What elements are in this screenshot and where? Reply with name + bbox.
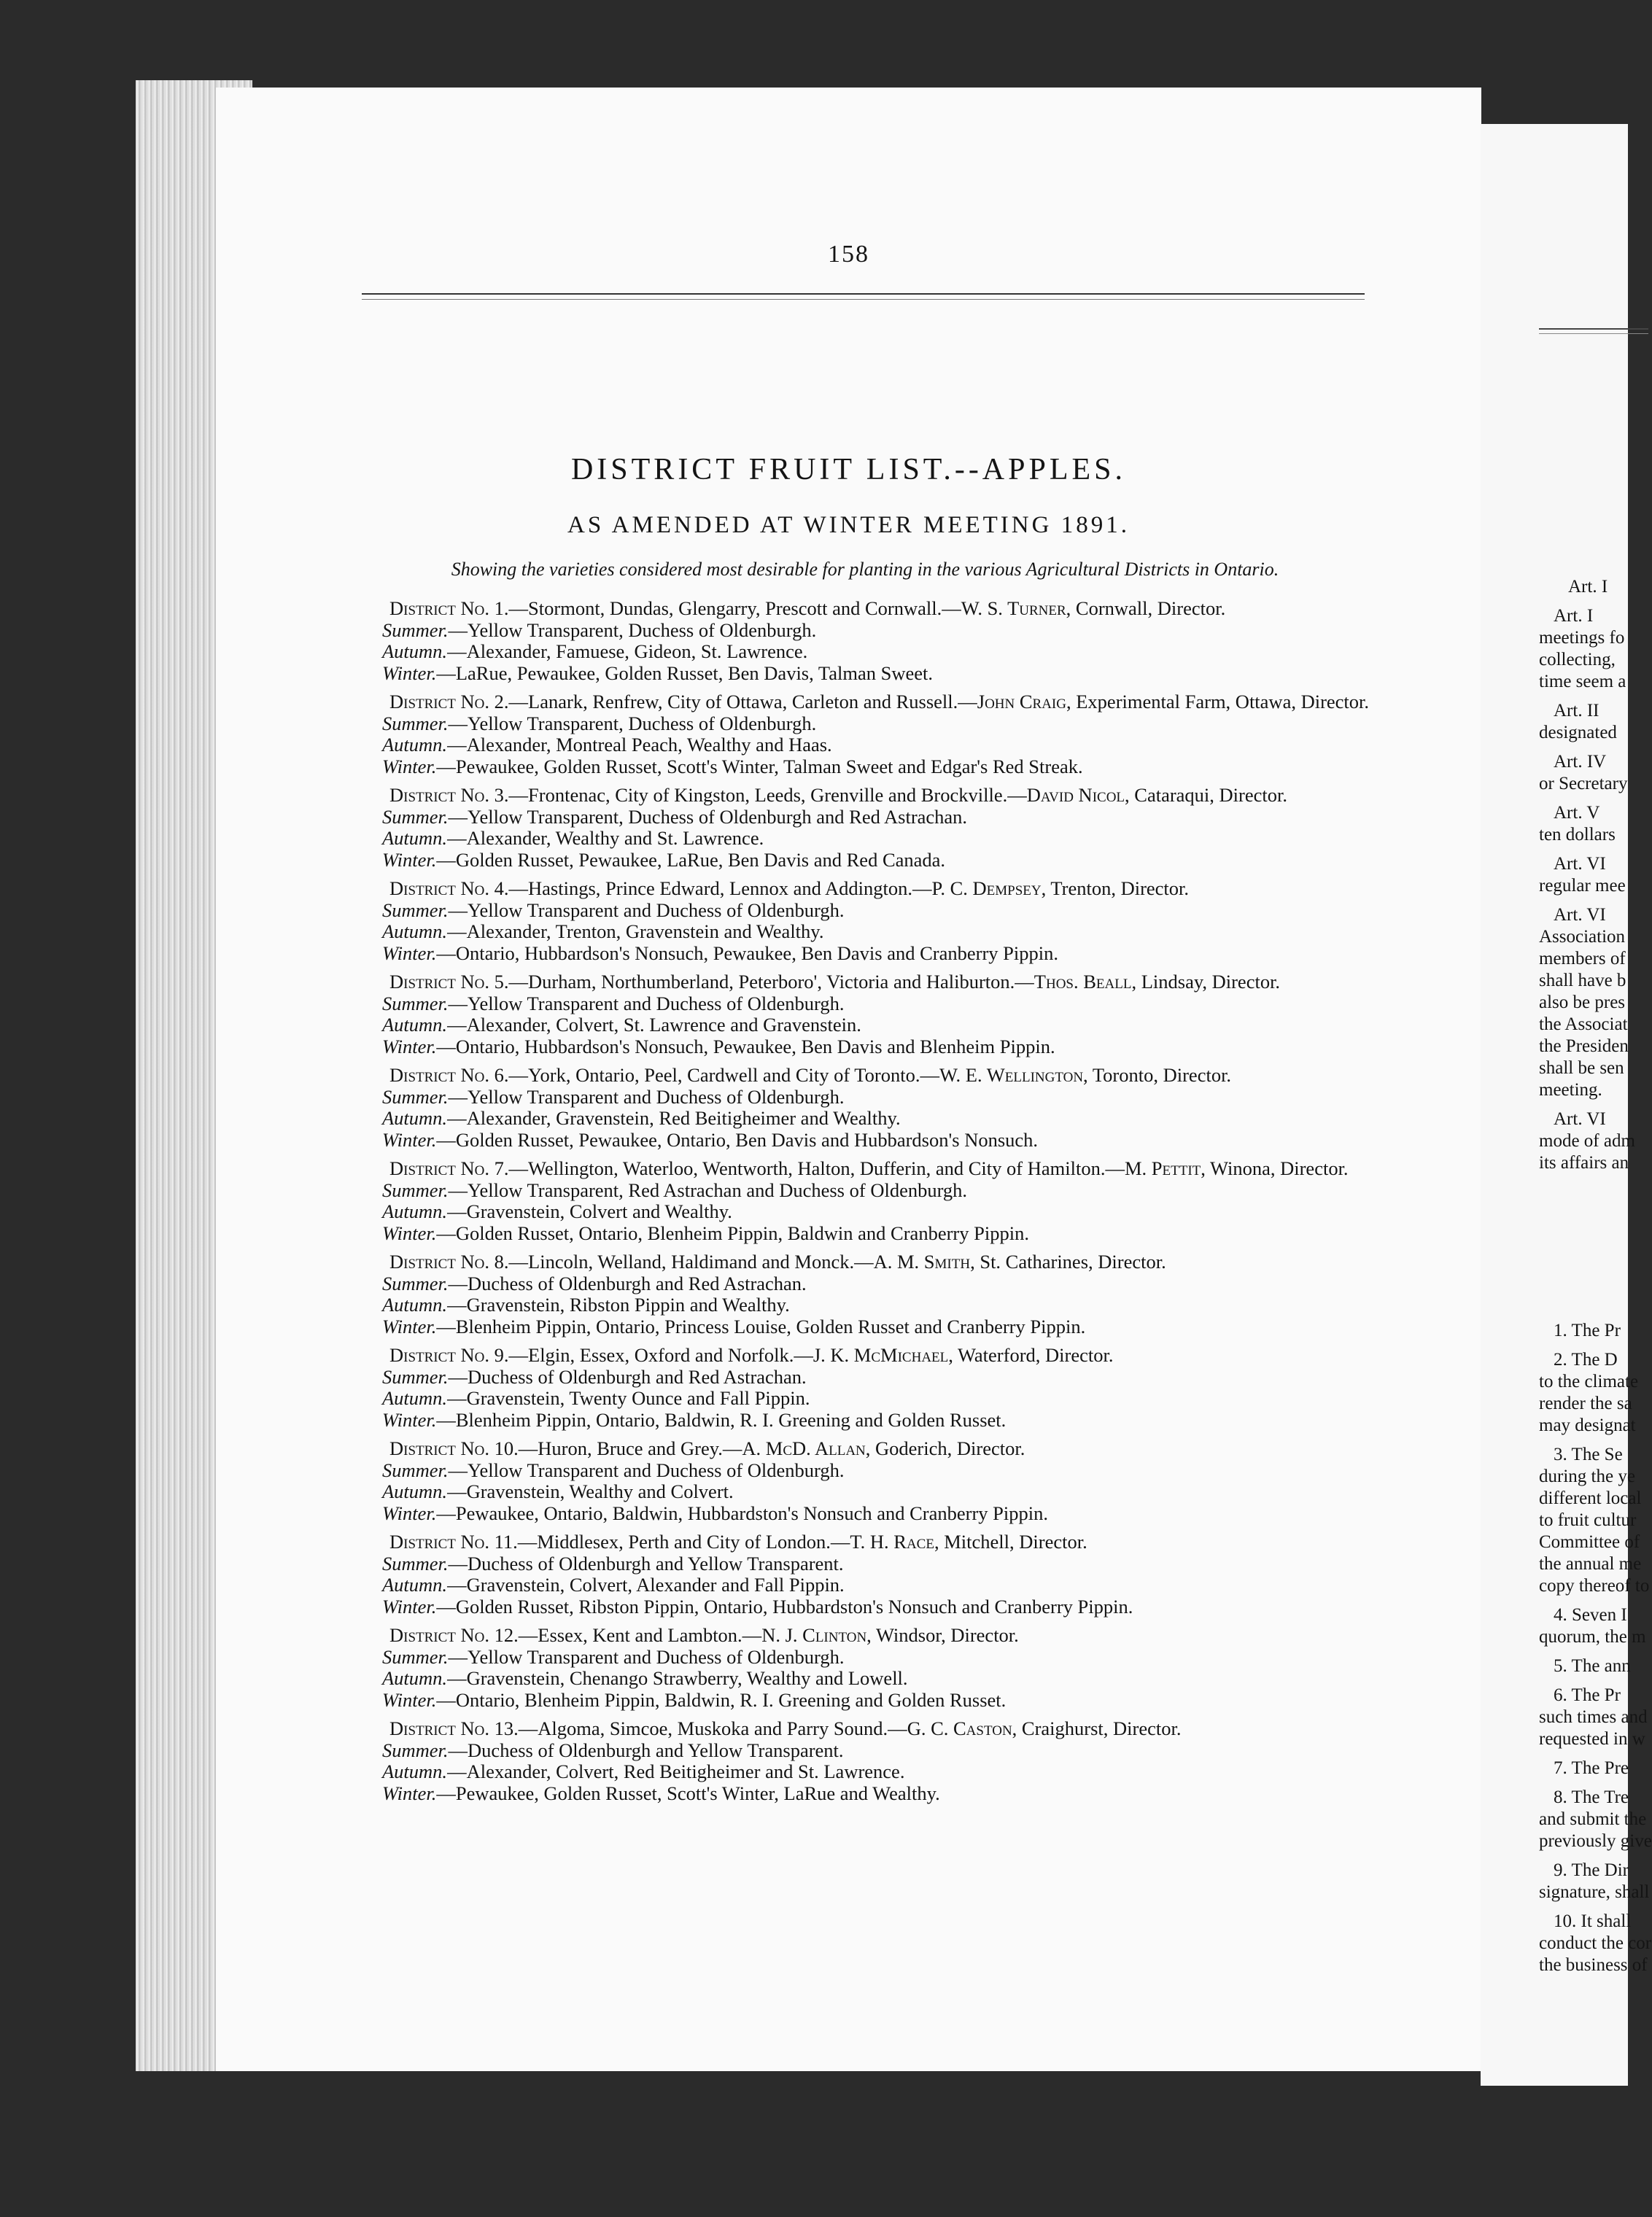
district-heading — [347, 691, 1376, 713]
district-director: Thos. Beall, — [1034, 971, 1137, 993]
dash-separator: — — [448, 712, 468, 734]
right-page-text-fragment: ten dollars — [1539, 825, 1616, 845]
autumn-label: Autumn. — [382, 920, 448, 942]
dash-separator: — — [447, 1200, 467, 1222]
district-label: District No. 8. — [389, 1251, 509, 1273]
right-page-text-fragment: requested in w — [1539, 1729, 1645, 1749]
winter-list: Pewaukee, Golden Russet, Scott's Winter, LaRue and Wealthy. — [455, 1782, 940, 1804]
dash-separator: — — [447, 1760, 467, 1782]
summer-label: Summer. — [382, 1365, 449, 1388]
winter-label: Winter. — [382, 848, 437, 871]
district-location: Cornwall, Director. — [1071, 597, 1226, 619]
autumn-varieties — [347, 921, 1376, 943]
autumn-label: Autumn. — [382, 1760, 448, 1782]
district-label: District No. 9. — [389, 1344, 509, 1366]
winter-list: Ontario, Hubbardson's Nonsuch, Pewaukee, Ben Davis and Blenheim Pippin. — [455, 1035, 1055, 1057]
right-page-text-fragment: 3. The Se — [1554, 1445, 1623, 1464]
district-counties: —Stormont, Dundas, Glengarry, Prescott and Cornwall.— — [508, 597, 961, 619]
summer-list: Yellow Transparent and Duchess of Oldenburgh. — [468, 1085, 845, 1108]
right-page-text-fragment: Art. IV — [1554, 752, 1607, 772]
district-entry — [347, 1345, 1376, 1431]
district-director: A. M. Smith, — [873, 1251, 975, 1273]
right-page-text-fragment: during the ye — [1539, 1467, 1635, 1486]
autumn-label: Autumn. — [382, 1480, 448, 1502]
right-page-text-fragment: 7. The Pre — [1554, 1758, 1629, 1778]
dash-separator: — — [448, 1645, 468, 1668]
right-page-text-fragment: Association — [1539, 927, 1626, 947]
right-page-text-fragment: Art. V — [1554, 803, 1600, 823]
right-page-text-fragment: 9. The Dir — [1554, 1860, 1629, 1880]
district-counties: —Frontenac, City of Kingston, Leeds, Grenville and Brockville.— — [508, 784, 1027, 806]
autumn-label: Autumn. — [382, 1200, 448, 1222]
winter-label: Winter. — [382, 1502, 437, 1524]
summer-list: Yellow Transparent and Duchess of Oldenburgh. — [468, 898, 845, 921]
autumn-varieties — [347, 1761, 1376, 1783]
right-page-text-fragment: 1. The Pr — [1554, 1321, 1621, 1340]
district-label: District No. 10. — [389, 1437, 519, 1459]
autumn-label: Autumn. — [382, 1107, 448, 1129]
district-label: District No. 2. — [389, 691, 509, 713]
summer-varieties — [347, 713, 1376, 735]
dash-separator: — — [436, 1222, 456, 1244]
right-page-text-fragment: conduct the cor — [1539, 1933, 1652, 1953]
right-page-text-fragment: the annual me — [1539, 1554, 1642, 1574]
summer-varieties — [347, 1553, 1376, 1575]
autumn-list: Alexander, Colvert, St. Lawrence and Gravenstein. — [466, 1014, 861, 1036]
winter-varieties — [347, 1596, 1376, 1618]
right-page-text-fragment: 6. The Pr — [1554, 1685, 1621, 1705]
winter-label: Winter. — [382, 661, 437, 684]
right-page-text-fragment: different local — [1539, 1488, 1642, 1508]
dash-separator: — — [448, 1739, 468, 1761]
district-heading — [347, 1718, 1376, 1740]
summer-varieties — [347, 1740, 1376, 1762]
right-page-text-fragment: Art. II — [1554, 701, 1599, 721]
summer-label: Summer. — [382, 992, 449, 1014]
autumn-varieties — [347, 734, 1376, 756]
right-page-text-fragment: designated — [1539, 723, 1617, 742]
district-director: John Craig, — [977, 691, 1071, 713]
summer-list: Yellow Transparent, Duchess of Oldenburgh. — [468, 618, 817, 641]
summer-label: Summer. — [382, 805, 449, 828]
autumn-label: Autumn. — [382, 1014, 448, 1036]
right-page-text-fragment: meetings fo — [1539, 628, 1625, 648]
winter-list: LaRue, Pewaukee, Golden Russet, Ben Davis, Talman Sweet. — [455, 661, 933, 684]
summer-varieties — [347, 807, 1376, 828]
district-entry — [347, 1625, 1376, 1711]
district-director: T. H. Race, — [850, 1531, 939, 1553]
right-page-text-fragment: may designat — [1539, 1416, 1636, 1435]
right-page — [1481, 124, 1652, 2086]
dash-separator: — — [448, 1552, 468, 1575]
right-page-text-fragment: render the sa — [1539, 1394, 1632, 1413]
district-entry — [347, 785, 1376, 871]
right-page-text-fragment: quorum, the m — [1539, 1627, 1646, 1647]
summer-varieties — [347, 1647, 1376, 1669]
right-page-text-fragment: Art. VI — [1554, 1109, 1606, 1129]
autumn-label: Autumn. — [382, 1294, 448, 1316]
district-director: A. McD. Allan, — [742, 1437, 871, 1459]
district-entry — [347, 1251, 1376, 1337]
right-page-text-fragment: Art. I — [1568, 577, 1608, 597]
winter-varieties — [347, 1783, 1376, 1805]
summer-list: Duchess of Oldenburgh and Red Astrachan. — [468, 1365, 807, 1388]
autumn-label: Autumn. — [382, 1667, 448, 1689]
dash-separator: — — [447, 1014, 467, 1036]
right-page-text-fragment: to the climate — [1539, 1372, 1639, 1391]
summer-label: Summer. — [382, 898, 449, 921]
dash-separator: — — [448, 1085, 468, 1108]
winter-label: Winter. — [382, 1222, 437, 1244]
autumn-list: Alexander, Colvert, Red Beitigheimer and St. Lawrence. — [466, 1760, 905, 1782]
dash-separator: — — [436, 1128, 456, 1151]
right-page-text-fragment: regular mee — [1539, 876, 1626, 896]
right-page-text-fragment: 5. The ann — [1554, 1656, 1631, 1676]
district-heading — [347, 971, 1376, 993]
district-list — [347, 598, 1376, 1812]
winter-list: Golden Russet, Pewaukee, Ontario, Ben Davis and Hubbardson's Nonsuch. — [455, 1128, 1039, 1151]
summer-varieties — [347, 993, 1376, 1015]
right-page-text-fragment: or Secretary — [1539, 774, 1628, 793]
winter-label: Winter. — [382, 1128, 437, 1151]
autumn-list: Alexander, Gravenstein, Red Beitigheimer and Wealthy. — [466, 1107, 901, 1129]
autumn-label: Autumn. — [382, 1574, 448, 1596]
district-entry — [347, 878, 1376, 964]
right-page-text-fragment: the business of — [1539, 1955, 1648, 1975]
district-label: District No. 1. — [389, 597, 509, 619]
district-counties: —Elgin, Essex, Oxford and Norfolk.— — [508, 1344, 813, 1366]
dash-separator: — — [436, 1595, 456, 1618]
autumn-list: Alexander, Montreal Peach, Wealthy and Haas. — [466, 734, 832, 756]
autumn-varieties — [347, 1201, 1376, 1223]
winter-label: Winter. — [382, 1595, 437, 1618]
district-heading — [347, 1438, 1376, 1460]
district-counties: —Essex, Kent and Lambton.— — [518, 1624, 762, 1646]
dash-separator: — — [447, 734, 467, 756]
right-page-text-fragment: copy thereof to — [1539, 1576, 1650, 1596]
right-page-text-fragment: shall be sen — [1539, 1058, 1624, 1078]
autumn-label: Autumn. — [382, 734, 448, 756]
autumn-label: Autumn. — [382, 640, 448, 662]
winter-varieties — [347, 1690, 1376, 1712]
district-location: Windsor, Director. — [871, 1624, 1019, 1646]
district-label: District No. 6. — [389, 1064, 509, 1086]
winter-list: Pewaukee, Ontario, Baldwin, Hubbardston's Nonsuch and Cranberry Pippin. — [455, 1502, 1049, 1524]
dash-separator: — — [447, 1294, 467, 1316]
right-page-text-fragment: shall have b — [1539, 971, 1626, 990]
winter-list: Blenheim Pippin, Ontario, Baldwin, R. I. Greening and Golden Russet. — [455, 1408, 1007, 1431]
autumn-varieties — [347, 1668, 1376, 1690]
autumn-label: Autumn. — [382, 827, 448, 849]
autumn-list: Gravenstein, Colvert, Alexander and Fall Pippin. — [466, 1574, 845, 1596]
winter-list: Golden Russet, Ontario, Blenheim Pippin, Baldwin and Cranberry Pippin. — [455, 1222, 1029, 1244]
summer-label: Summer. — [382, 1459, 449, 1481]
summer-varieties — [347, 1087, 1376, 1108]
dash-separator: — — [436, 1408, 456, 1431]
left-page — [216, 88, 1481, 2071]
summer-list: Yellow Transparent and Duchess of Oldenburgh. — [468, 1645, 845, 1668]
right-page-text-fragment: 10. It shall — [1554, 1911, 1632, 1931]
right-page-text-fragment: 4. Seven I — [1554, 1605, 1627, 1625]
district-location: Experimental Farm, Ottawa, Director. — [1071, 691, 1370, 713]
winter-varieties — [347, 850, 1376, 871]
right-page-text-fragment: to fruit cultur — [1539, 1510, 1637, 1530]
winter-label: Winter. — [382, 1315, 437, 1337]
summer-label: Summer. — [382, 1085, 449, 1108]
district-counties: —Hastings, Prince Edward, Lennox and Addington.— — [508, 877, 932, 899]
dash-separator: — — [447, 920, 467, 942]
district-heading — [347, 785, 1376, 807]
district-director: David Nicol, — [1026, 784, 1130, 806]
right-page-text-fragment: Art. VI — [1554, 905, 1606, 925]
district-entry — [347, 1531, 1376, 1618]
dash-separator: — — [447, 827, 467, 849]
page-title: DISTRICT FRUIT LIST.--APPLES. — [570, 453, 1127, 486]
summer-varieties — [347, 1367, 1376, 1389]
right-page-text-fragment: Art. VI — [1554, 854, 1606, 874]
dash-separator: — — [436, 848, 456, 871]
autumn-varieties — [347, 1575, 1376, 1596]
winter-label: Winter. — [382, 941, 437, 964]
winter-list: Golden Russet, Ribston Pippin, Ontario, Hubbardston's Nonsuch and Cranberry Pippin. — [455, 1595, 1133, 1618]
winter-label: Winter. — [382, 1408, 437, 1431]
autumn-varieties — [347, 1388, 1376, 1410]
autumn-label: Autumn. — [382, 1387, 448, 1409]
district-entry — [347, 598, 1376, 684]
district-location: Goderich, Director. — [870, 1437, 1025, 1459]
winter-list: Blenheim Pippin, Ontario, Princess Louise, Golden Russet and Cranberry Pippin. — [455, 1315, 1086, 1337]
winter-varieties — [347, 1223, 1376, 1245]
dash-separator: — — [447, 1387, 467, 1409]
district-director: P. C. Dempsey, — [931, 877, 1047, 899]
page-subtitle: AS AMENDED AT WINTER MEETING 1891. — [567, 512, 1130, 538]
winter-list: Ontario, Blenheim Pippin, Baldwin, R. I. Greening and Golden Russet. — [455, 1688, 1007, 1711]
summer-list: Yellow Transparent, Duchess of Oldenburgh. — [468, 712, 817, 734]
autumn-list: Alexander, Famuese, Gideon, St. Lawrence. — [466, 640, 808, 662]
district-label: District No. 5. — [389, 971, 509, 993]
district-director: W. S. Turner, — [961, 597, 1071, 619]
summer-label: Summer. — [382, 1552, 449, 1575]
dash-separator: — — [448, 1459, 468, 1481]
autumn-list: Alexander, Wealthy and St. Lawrence. — [466, 827, 764, 849]
autumn-varieties — [347, 641, 1376, 663]
district-heading — [347, 1625, 1376, 1647]
district-counties: —Algoma, Simcoe, Muskoka and Parry Sound.— — [518, 1717, 907, 1739]
district-label: District No. 13. — [389, 1717, 519, 1739]
dash-separator: — — [447, 1107, 467, 1129]
summer-varieties — [347, 620, 1376, 642]
summer-label: Summer. — [382, 1179, 449, 1201]
autumn-varieties — [347, 1481, 1376, 1503]
page-number: 158 — [828, 241, 869, 268]
right-page-text-fragment: Art. I — [1554, 606, 1594, 626]
autumn-varieties — [347, 1294, 1376, 1316]
district-location: Craighurst, Director. — [1017, 1717, 1182, 1739]
district-counties: —Wellington, Waterloo, Wentworth, Halton, Dufferin, and City of Hamilton.— — [508, 1157, 1125, 1179]
district-heading — [347, 1531, 1376, 1553]
summer-label: Summer. — [382, 1739, 449, 1761]
right-page-text-fragment: the Associat — [1539, 1014, 1628, 1034]
district-director: J. K. McMichael, — [813, 1344, 953, 1366]
district-entry — [347, 1065, 1376, 1151]
dash-separator: — — [447, 1480, 467, 1502]
right-page-text-fragment: Committee of — [1539, 1532, 1640, 1552]
dash-separator: — — [436, 661, 456, 684]
district-location: St. Catharines, Director. — [974, 1251, 1166, 1273]
summer-list: Yellow Transparent, Duchess of Oldenburgh and Red Astrachan. — [468, 805, 968, 828]
winter-label: Winter. — [382, 755, 437, 777]
right-page-text-fragment: and submit the — [1539, 1809, 1647, 1829]
header-rule — [362, 293, 1365, 300]
dash-separator: — — [448, 1272, 468, 1294]
district-entry — [347, 1718, 1376, 1804]
dash-separator: — — [447, 640, 467, 662]
winter-varieties — [347, 1316, 1376, 1338]
autumn-list: Gravenstein, Ribston Pippin and Wealthy. — [466, 1294, 790, 1316]
right-page-text-fragment: meeting. — [1539, 1080, 1602, 1100]
district-counties: —Middlesex, Perth and City of London.— — [517, 1531, 850, 1553]
intro-text: Showing the varieties considered most desirable for planting in the various Agricultural Districts in Ontario. — [451, 559, 1279, 580]
winter-varieties — [347, 1130, 1376, 1152]
dash-separator: — — [448, 1365, 468, 1388]
right-page-text-fragment: previously give — [1539, 1831, 1652, 1851]
district-heading — [347, 878, 1376, 900]
summer-varieties — [347, 1180, 1376, 1202]
right-page-text-fragment: time seem a — [1539, 672, 1626, 691]
right-page-text-fragment: 2. The D — [1554, 1350, 1618, 1370]
right-page-text-fragment: members of — [1539, 949, 1626, 968]
summer-list: Yellow Transparent and Duchess of Oldenburgh. — [468, 1459, 845, 1481]
district-entry — [347, 1158, 1376, 1244]
summer-label: Summer. — [382, 712, 449, 734]
right-page-text-fragment: signature, shall — [1539, 1882, 1650, 1902]
right-page-text-fragment: its affairs an — [1539, 1153, 1629, 1173]
dash-separator: — — [448, 1179, 468, 1201]
district-counties: —Lanark, Renfrew, City of Ottawa, Carleton and Russell.— — [508, 691, 977, 713]
district-location: Mitchell, Director. — [939, 1531, 1087, 1553]
dash-separator: — — [448, 618, 468, 641]
district-director: N. J. Clinton, — [761, 1624, 872, 1646]
autumn-list: Gravenstein, Twenty Ounce and Fall Pippin. — [466, 1387, 810, 1409]
dash-separator: — — [436, 1315, 456, 1337]
winter-varieties — [347, 756, 1376, 778]
district-director: W. E. Wellington, — [939, 1064, 1088, 1086]
district-counties: —Huron, Bruce and Grey.— — [518, 1437, 742, 1459]
autumn-varieties — [347, 828, 1376, 850]
district-label: District No. 12. — [389, 1624, 519, 1646]
right-page-text-fragment: the Presiden — [1539, 1036, 1629, 1056]
autumn-list: Alexander, Trenton, Gravenstein and Wealthy. — [466, 920, 824, 942]
dash-separator: — — [447, 1667, 467, 1689]
dash-separator: — — [436, 755, 456, 777]
winter-label: Winter. — [382, 1782, 437, 1804]
winter-list: Pewaukee, Golden Russet, Scott's Winter, Talman Sweet and Edgar's Red Streak. — [455, 755, 1083, 777]
winter-varieties — [347, 1410, 1376, 1432]
district-heading — [347, 1345, 1376, 1367]
right-page-text-fragment: mode of adm — [1539, 1131, 1635, 1151]
right-header-rule — [1539, 328, 1648, 334]
district-location: Toronto, Director. — [1087, 1064, 1232, 1086]
winter-label: Winter. — [382, 1688, 437, 1711]
winter-list: Ontario, Hubbardson's Nonsuch, Pewaukee, Ben Davis and Cranberry Pippin. — [455, 941, 1058, 964]
right-page-text-fragment: also be pres — [1539, 993, 1626, 1012]
right-page-text-fragment: such times and — [1539, 1707, 1648, 1727]
district-entry — [347, 1438, 1376, 1524]
summer-list: Yellow Transparent, Red Astrachan and Duchess of Oldenburgh. — [468, 1179, 968, 1201]
winter-varieties — [347, 943, 1376, 965]
district-location: Waterford, Director. — [953, 1344, 1114, 1366]
dash-separator: — — [447, 1574, 467, 1596]
summer-varieties — [347, 1460, 1376, 1482]
dash-separator: — — [448, 805, 468, 828]
district-counties: —York, Ontario, Peel, Cardwell and City of Toronto.— — [508, 1064, 939, 1086]
summer-list: Yellow Transparent and Duchess of Oldenburgh. — [468, 992, 845, 1014]
district-heading — [347, 1065, 1376, 1087]
district-director: G. C. Caston, — [907, 1717, 1017, 1739]
district-label: District No. 4. — [389, 877, 509, 899]
district-location: Trenton, Director. — [1046, 877, 1190, 899]
winter-label: Winter. — [382, 1035, 437, 1057]
district-heading — [347, 598, 1376, 620]
summer-list: Duchess of Oldenburgh and Red Astrachan. — [468, 1272, 807, 1294]
winter-varieties — [347, 663, 1376, 685]
summer-label: Summer. — [382, 1272, 449, 1294]
summer-list: Duchess of Oldenburgh and Yellow Transparent. — [468, 1552, 844, 1575]
district-heading — [347, 1158, 1376, 1180]
district-label: District No. 3. — [389, 784, 509, 806]
district-heading — [347, 1251, 1376, 1273]
autumn-varieties — [347, 1014, 1376, 1036]
summer-varieties — [347, 1273, 1376, 1295]
dash-separator: — — [448, 992, 468, 1014]
winter-varieties — [347, 1503, 1376, 1525]
summer-label: Summer. — [382, 1645, 449, 1668]
district-counties: —Lincoln, Welland, Haldimand and Monck.— — [508, 1251, 874, 1273]
winter-list: Golden Russet, Pewaukee, LaRue, Ben Davis and Red Canada. — [455, 848, 946, 871]
district-label: District No. 11. — [389, 1531, 518, 1553]
dash-separator: — — [436, 1035, 456, 1057]
district-location: Cataraqui, Director. — [1129, 784, 1287, 806]
district-location: Lindsay, Director. — [1136, 971, 1281, 993]
right-page-text-fragment: 8. The Tre — [1554, 1787, 1629, 1807]
district-location: Winona, Director. — [1205, 1157, 1349, 1179]
autumn-varieties — [347, 1108, 1376, 1130]
district-entry — [347, 691, 1376, 777]
dash-separator: — — [436, 1502, 456, 1524]
dash-separator: — — [436, 941, 456, 964]
summer-label: Summer. — [382, 618, 449, 641]
winter-varieties — [347, 1036, 1376, 1058]
dash-separator: — — [436, 1688, 456, 1711]
summer-varieties — [347, 900, 1376, 922]
summer-list: Duchess of Oldenburgh and Yellow Transparent. — [468, 1739, 844, 1761]
district-director: M. Pettit, — [1124, 1157, 1206, 1179]
right-page-text-fragment: collecting, — [1539, 650, 1616, 669]
district-label: District No. 7. — [389, 1157, 509, 1179]
autumn-list: Gravenstein, Chenango Strawberry, Wealthy and Lowell. — [466, 1667, 908, 1689]
autumn-list: Gravenstein, Colvert and Wealthy. — [466, 1200, 732, 1222]
autumn-list: Gravenstein, Wealthy and Colvert. — [466, 1480, 734, 1502]
district-counties: —Durham, Northumberland, Peterboro', Victoria and Haliburton.— — [508, 971, 1034, 993]
dash-separator: — — [448, 898, 468, 921]
dash-separator: — — [436, 1782, 456, 1804]
district-entry — [347, 971, 1376, 1057]
